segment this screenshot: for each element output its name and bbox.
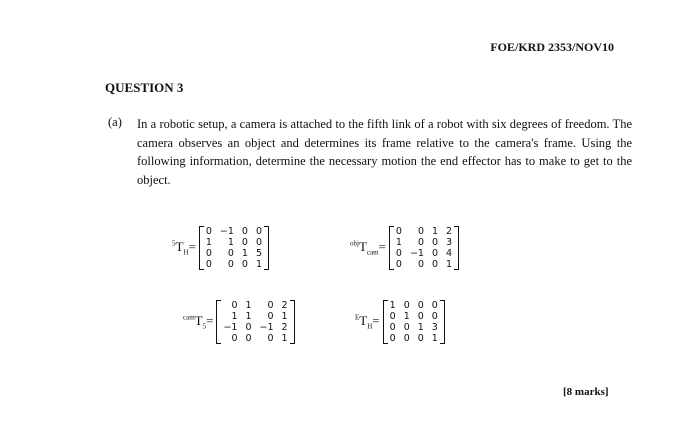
matrix-cell: 0 — [227, 259, 234, 270]
matrix-row — [219, 300, 291, 311]
part-text: In a robotic setup, a camera is attached to the fifth link of a robot with six degrees of freedom. The camera observes an object and determines its frame relative to the camera's frame. Using the following information, determine the necessary motion the end effector has to make to get to the object. — [137, 117, 632, 187]
matrix-cell: 0 — [205, 259, 212, 270]
matrix-5-T-H — [172, 226, 269, 270]
matrix-cell: 0 — [417, 311, 424, 322]
matrix-cell: −1 — [219, 226, 234, 237]
matrix-cell: 0 — [403, 300, 410, 311]
matrix-cell: 1 — [417, 322, 424, 333]
matrix-cell: 0 — [245, 322, 252, 333]
matrix-subscript: H — [367, 322, 373, 331]
matrix-cell: 0 — [267, 333, 274, 344]
matrix-cell: 1 — [245, 300, 252, 311]
matrix-obj-T-cam — [350, 226, 459, 270]
matrix-row — [202, 248, 266, 259]
part-label: (a) — [108, 115, 122, 129]
matrix-cell: 0 — [417, 259, 424, 270]
matrix-cell: 0 — [431, 311, 438, 322]
matrix-cell: 0 — [431, 300, 438, 311]
matrix-brackets — [216, 300, 294, 344]
matrix-row — [392, 237, 456, 248]
matrix-cell: 0 — [389, 322, 396, 333]
matrix-cell: 0 — [395, 226, 402, 237]
matrix-cell: 1 — [281, 333, 288, 344]
matrix-cell: 0 — [403, 333, 410, 344]
matrix-brackets — [389, 226, 459, 270]
matrix-cell: 0 — [227, 248, 234, 259]
matrix-cell: 1 — [255, 259, 263, 270]
matrix-cell: 0 — [417, 226, 424, 237]
matrix-brackets — [383, 300, 445, 344]
matrix-cell: 0 — [267, 300, 274, 311]
matrix-name — [350, 239, 386, 257]
matrix-cell: 1 — [281, 311, 288, 322]
matrix-cell: 3 — [446, 237, 453, 248]
matrix-row — [386, 300, 442, 311]
matrix-cell: −1 — [259, 322, 274, 333]
matrix-base: T — [175, 239, 184, 255]
matrix-cell: 0 — [255, 226, 263, 237]
matrix-cell: −1 — [409, 248, 424, 259]
matrix-cell: 0 — [231, 300, 238, 311]
matrix-cell: 1 — [431, 226, 439, 237]
marks-label: [8 marks] — [563, 386, 609, 398]
matrix-cell: 0 — [389, 311, 396, 322]
matrix-cell: 2 — [281, 300, 288, 311]
matrix-base: T — [359, 313, 368, 329]
matrix-cell: 5 — [255, 248, 263, 259]
matrix-subscript: cam — [366, 248, 379, 257]
matrix-cell: 1 — [395, 237, 402, 248]
equals-sign: = — [378, 239, 386, 255]
matrix-subscript: 5 — [202, 322, 207, 331]
equals-sign: = — [188, 239, 196, 255]
matrix-name — [183, 313, 213, 331]
matrix-cell: 1 — [431, 333, 438, 344]
matrix-cell: 2 — [446, 226, 453, 237]
matrix-cell: 0 — [417, 237, 424, 248]
matrix-E-T-H — [355, 300, 445, 344]
matrix-cell: 0 — [241, 237, 248, 248]
matrix-base: T — [194, 313, 203, 329]
matrix-row — [386, 311, 442, 322]
matrix-cell: 1 — [231, 311, 238, 322]
matrix-cell: 0 — [395, 248, 402, 259]
matrix-cell: 0 — [205, 248, 212, 259]
matrix-cell: 0 — [431, 259, 439, 270]
matrix-row — [219, 322, 291, 333]
matrix-cell: 0 — [431, 248, 439, 259]
matrix-cell: 0 — [241, 259, 248, 270]
matrix-cell: 1 — [403, 311, 410, 322]
matrix-row — [219, 333, 291, 344]
matrix-name — [172, 239, 196, 257]
matrix-name — [355, 313, 380, 331]
document-code-header: FOE/KRD 2353/NOV10 — [490, 40, 614, 54]
matrix-cell: 0 — [395, 259, 402, 270]
matrix-superscript: cam — [183, 313, 195, 322]
matrix-row — [386, 333, 442, 344]
matrix-row — [202, 237, 266, 248]
matrix-cell: 0 — [245, 333, 252, 344]
question-title: QUESTION 3 — [105, 80, 184, 95]
matrix-cell: 4 — [446, 248, 453, 259]
matrix-cell: 1 — [389, 300, 396, 311]
equals-sign: = — [206, 313, 214, 329]
matrix-brackets — [199, 226, 269, 270]
matrix-cam-T-5 — [183, 300, 295, 344]
matrix-row — [392, 259, 456, 270]
matrix-superscript: E — [355, 313, 360, 322]
matrix-cell: 1 — [227, 237, 234, 248]
matrix-base: T — [358, 239, 367, 255]
matrix-cell: −1 — [223, 322, 238, 333]
matrix-cell: 0 — [389, 333, 396, 344]
matrix-row — [386, 322, 442, 333]
matrix-row — [202, 226, 266, 237]
matrix-cell: 0 — [241, 226, 248, 237]
matrix-cell: 1 — [245, 311, 252, 322]
matrix-superscript: 5 — [172, 239, 176, 248]
matrix-cell: 0 — [255, 237, 263, 248]
matrix-cell: 3 — [431, 322, 438, 333]
matrix-cell: 0 — [431, 237, 439, 248]
matrix-row — [202, 259, 266, 270]
matrix-cell: 0 — [205, 226, 212, 237]
matrix-cell: 1 — [241, 248, 248, 259]
matrix-cell: 1 — [446, 259, 453, 270]
matrix-cell: 0 — [417, 300, 424, 311]
matrix-cell: 2 — [281, 322, 288, 333]
matrix-cell: 0 — [267, 311, 274, 322]
matrix-cell: 0 — [403, 322, 410, 333]
matrix-row — [392, 226, 456, 237]
matrix-cell: 1 — [205, 237, 212, 248]
matrix-row — [219, 311, 291, 322]
matrix-cell: 0 — [417, 333, 424, 344]
matrix-cell: 0 — [231, 333, 238, 344]
matrix-superscript: obj — [350, 239, 359, 248]
matrix-subscript: H — [183, 248, 189, 257]
equals-sign: = — [372, 313, 380, 329]
matrix-row — [392, 248, 456, 259]
